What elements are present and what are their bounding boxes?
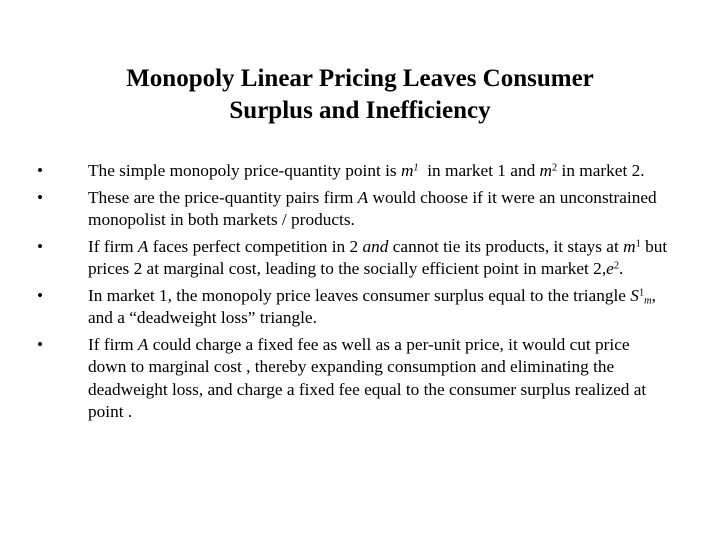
- slide-title-line-1: Monopoly Linear Pricing Leaves Consumer: [126, 65, 594, 92]
- slide-title: [60, 63, 660, 127]
- bullet-marker: •: [36, 334, 44, 354]
- bullet-text: If firm A could charge a fixed fee as well as a per-unit price, it would cut price down to marginal cost , thereby expanding consumption and eliminating the deadweight loss, and charge a fixed fee equal to the consumer surplus realized at point .: [88, 334, 647, 421]
- bullet-item-4: [30, 285, 670, 330]
- bullet-item-5: [30, 334, 670, 424]
- bullet-item-1: [30, 160, 670, 183]
- bullet-text: If firm A faces perfect competition in 2 and cannot tie its products, it stays at $m^1$ but prices 2 at marginal cost, leading to the socially efficient point in market $2,e^2$.: [88, 236, 668, 278]
- bullet-marker: •: [36, 187, 44, 207]
- bullet-text: In market 1, the monopoly price leaves consumer surplus equal to the triangle $S^1_m$, and a “deadweight loss” triangle.: [88, 285, 656, 327]
- slide-title-line-2: Surplus and Inefficiency: [229, 97, 491, 124]
- bullet-text: These are the price-quantity pairs firm A would choose if it were an unconstrained monopolist in both markets / products.: [88, 187, 657, 229]
- bullet-item-3: [30, 236, 670, 281]
- bullet-marker: •: [36, 161, 44, 180]
- bullet-text: The simple monopoly price-quantity point is $m^1$ in market 1 and $m^2$ in market 2.: [88, 161, 645, 180]
- bullet-item-2: [30, 187, 670, 232]
- bullet-marker: •: [36, 285, 44, 305]
- bullet-marker: •: [36, 236, 44, 256]
- bullet-list: [30, 160, 670, 428]
